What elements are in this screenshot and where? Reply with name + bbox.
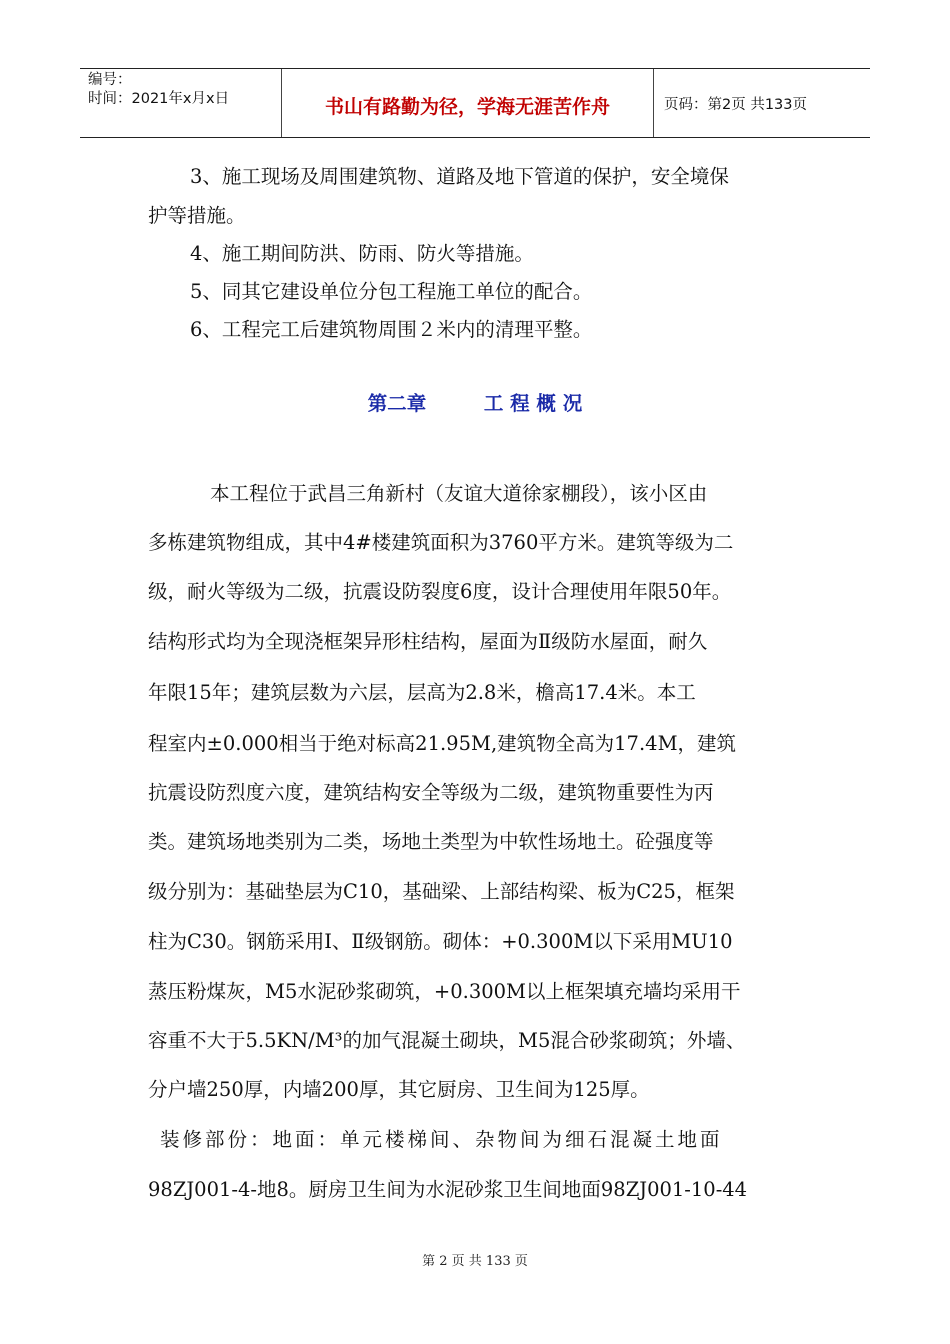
body-line: 容重不大于5.5KN/M³的加气混凝土砌块，M5混合砂浆砌筑；外墙、 bbox=[148, 1029, 746, 1052]
body-line: 多栋建筑物组成，其中4#楼建筑面积为3760平方米。建筑等级为二 bbox=[148, 531, 734, 554]
body-line: 柱为C30。钢筋采用Ⅰ、Ⅱ级钢筋。砌体：+0.300M以下采用MU10 bbox=[148, 930, 733, 953]
body-line: 类。建筑场地类别为二类，场地土类型为中软性场地土。砼强度等 bbox=[148, 830, 714, 853]
header-motto-cell bbox=[282, 69, 654, 137]
header-meta-cell bbox=[80, 69, 282, 137]
body-line: 结构形式均为全现浇框架异形柱结构，屋面为Ⅱ级防水屋面，耐久 bbox=[148, 630, 708, 653]
page-header bbox=[80, 68, 870, 138]
body-line: 年限15年；建筑层数为六层，层高为2.8米，檐高17.4米。本工 bbox=[148, 681, 696, 704]
body-line: 本工程位于武昌三角新村（友谊大道徐家棚段），该小区由 bbox=[210, 482, 708, 505]
measure-line-3: 3、施工现场及周围建筑物、道路及地下管道的保护，安全境保 bbox=[190, 165, 729, 188]
body-line: 装修部份：地面：单元楼梯间、杂物间为细石混凝土地面 bbox=[160, 1128, 723, 1151]
chapter-heading bbox=[0, 388, 950, 416]
measure-line-5: 5、同其它建设单位分包工程施工单位的配合。 bbox=[190, 280, 593, 303]
body-line: 分户墙250厚，内墙200厚，其它厨房、卫生间为125厚。 bbox=[148, 1078, 650, 1101]
body-line: 蒸压粉煤灰，M5水泥砂浆砌筑，+0.300M以上框架填充墙均采用干 bbox=[148, 980, 741, 1003]
header-motto: 书山有路勤为径，学海无涯苦作舟 bbox=[324, 95, 610, 118]
document-number-label: 编号： bbox=[88, 72, 132, 88]
body-line: 级分别为：基础垫层为C10，基础梁、上部结构梁、板为C25，框架 bbox=[148, 880, 735, 903]
body-line: 抗震设防烈度六度，建筑结构安全等级为二级，建筑物重要性为丙 bbox=[148, 781, 714, 804]
header-page-info: 页码：第2页 共133页 bbox=[664, 97, 808, 113]
body-line: 级，耐火等级为二级，抗震设防裂度6度，设计合理使用年限50年。 bbox=[148, 580, 732, 603]
measure-line-3-cont: 护等措施。 bbox=[148, 204, 246, 227]
document-time-label: 时间：2021年x月x日 bbox=[88, 91, 230, 107]
measure-line-4: 4、施工期间防洪、防雨、防火等措施。 bbox=[190, 242, 534, 265]
measure-line-6: 6、工程完工后建筑物周围２米内的清理平整。 bbox=[190, 318, 593, 341]
header-page-cell bbox=[654, 69, 870, 137]
page-footer: 第 2 页 共 133 页 bbox=[422, 1254, 528, 1269]
body-line: 程室内±0.000相当于绝对标高21.95M,建筑物全高为17.4M，建筑 bbox=[148, 732, 737, 755]
chapter-number: 第二章 bbox=[367, 392, 427, 415]
body-line: 98ZJ001-4-地8。厨房卫生间为水泥砂浆卫生间地面98ZJ001-10-44 bbox=[148, 1178, 748, 1201]
chapter-title: 工 程 概 况 bbox=[483, 392, 583, 415]
